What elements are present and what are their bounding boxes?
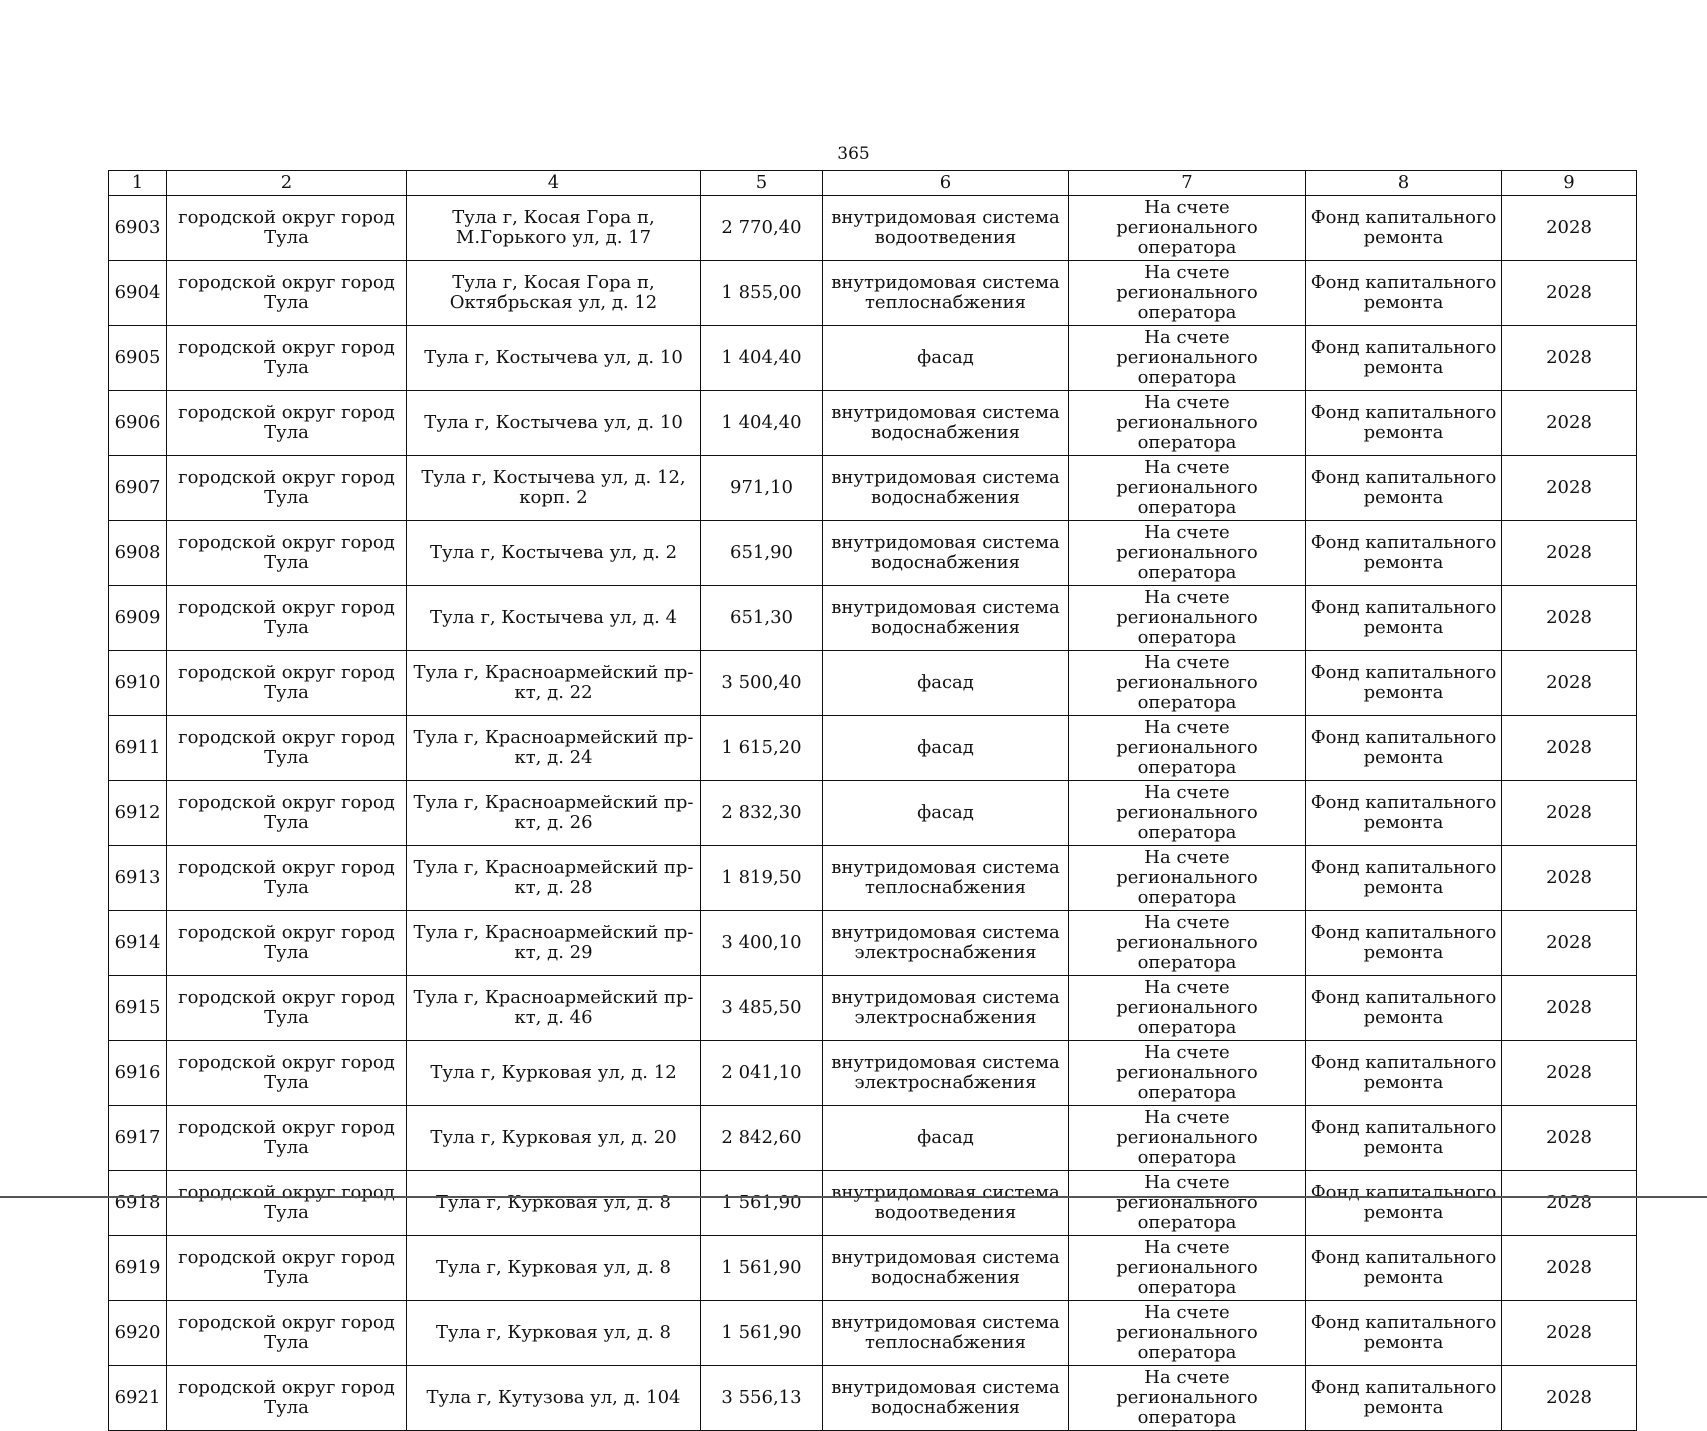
- row-number-cell: 6904: [109, 261, 167, 326]
- row-number-cell: 6917: [109, 1106, 167, 1171]
- account-cell: На счете регионального оператора: [1069, 911, 1306, 976]
- table-row: [109, 196, 1637, 261]
- cost-cell: 1 855,00: [701, 261, 823, 326]
- row-number-cell: 6905: [109, 326, 167, 391]
- year-cell: 2028: [1502, 391, 1637, 456]
- municipality-cell: городской округ город Тула: [167, 391, 407, 456]
- account-cell: На счете регионального оператора: [1069, 1041, 1306, 1106]
- fund-cell: Фонд капитального ремонта: [1306, 911, 1502, 976]
- cost-cell: 1 561,90: [701, 1236, 823, 1301]
- row-number-cell: 6909: [109, 586, 167, 651]
- work-type-cell: фасад: [823, 1106, 1069, 1171]
- municipality-cell: городской округ город Тула: [167, 521, 407, 586]
- table-row: [109, 261, 1637, 326]
- account-cell: На счете регионального оператора: [1069, 716, 1306, 781]
- year-cell: 2028: [1502, 781, 1637, 846]
- work-type-cell: внутридомовая система электроснабжения: [823, 911, 1069, 976]
- row-number-cell: 6912: [109, 781, 167, 846]
- column-header: 7: [1069, 171, 1306, 196]
- year-cell: 2028: [1502, 911, 1637, 976]
- fund-cell: Фонд капитального ремонта: [1306, 1171, 1502, 1236]
- table-row: [109, 521, 1637, 586]
- work-type-cell: внутридомовая система водоснабжения: [823, 521, 1069, 586]
- address-cell: Тула г, Красноармейский пр-кт, д. 46: [407, 976, 701, 1041]
- work-type-cell: фасад: [823, 716, 1069, 781]
- municipality-cell: городской округ город Тула: [167, 326, 407, 391]
- fund-cell: Фонд капитального ремонта: [1306, 1301, 1502, 1366]
- fund-cell: Фонд капитального ремонта: [1306, 1041, 1502, 1106]
- cost-cell: 1 404,40: [701, 326, 823, 391]
- row-number-cell: 6914: [109, 911, 167, 976]
- account-cell: На счете регионального оператора: [1069, 976, 1306, 1041]
- cost-cell: 2 041,10: [701, 1041, 823, 1106]
- fund-cell: Фонд капитального ремонта: [1306, 586, 1502, 651]
- table-row: [109, 911, 1637, 976]
- work-type-cell: внутридомовая система теплоснабжения: [823, 261, 1069, 326]
- work-type-cell: внутридомовая система водоснабжения: [823, 1366, 1069, 1431]
- row-number-cell: 6911: [109, 716, 167, 781]
- table-row: [109, 456, 1637, 521]
- row-number-cell: 6908: [109, 521, 167, 586]
- table-body: [109, 196, 1637, 1431]
- cost-cell: 3 556,13: [701, 1366, 823, 1431]
- fund-cell: Фонд капитального ремонта: [1306, 521, 1502, 586]
- municipality-cell: городской округ город Тула: [167, 651, 407, 716]
- address-cell: Тула г, Костычева ул, д. 2: [407, 521, 701, 586]
- cost-cell: 2 770,40: [701, 196, 823, 261]
- year-cell: 2028: [1502, 1236, 1637, 1301]
- row-number-cell: 6913: [109, 846, 167, 911]
- account-cell: На счете регионального оператора: [1069, 391, 1306, 456]
- account-cell: На счете регионального оператора: [1069, 1171, 1306, 1236]
- municipality-cell: городской округ город Тула: [167, 976, 407, 1041]
- table-row: [109, 391, 1637, 456]
- row-number-cell: 6918: [109, 1171, 167, 1236]
- municipality-cell: городской округ город Тула: [167, 261, 407, 326]
- account-cell: На счете регионального оператора: [1069, 456, 1306, 521]
- municipality-cell: городской округ город Тула: [167, 781, 407, 846]
- table-row: [109, 716, 1637, 781]
- account-cell: На счете регионального оператора: [1069, 261, 1306, 326]
- cost-cell: 1 561,90: [701, 1171, 823, 1236]
- cost-cell: 3 485,50: [701, 976, 823, 1041]
- account-cell: На счете регионального оператора: [1069, 1301, 1306, 1366]
- cost-cell: 2 842,60: [701, 1106, 823, 1171]
- year-cell: 2028: [1502, 1171, 1637, 1236]
- table-row: [109, 781, 1637, 846]
- year-cell: 2028: [1502, 1366, 1637, 1431]
- table-row: [109, 846, 1637, 911]
- fund-cell: Фонд капитального ремонта: [1306, 1106, 1502, 1171]
- table-row: [109, 976, 1637, 1041]
- column-header: 5: [701, 171, 823, 196]
- municipality-cell: городской округ город Тула: [167, 846, 407, 911]
- account-cell: На счете регионального оператора: [1069, 196, 1306, 261]
- municipality-cell: городской округ город Тула: [167, 1236, 407, 1301]
- address-cell: Тула г, Костычева ул, д. 10: [407, 326, 701, 391]
- work-type-cell: внутридомовая система электроснабжения: [823, 1041, 1069, 1106]
- row-number-cell: 6906: [109, 391, 167, 456]
- table-row: [109, 1106, 1637, 1171]
- row-number-cell: 6920: [109, 1301, 167, 1366]
- table-row: [109, 651, 1637, 716]
- municipality-cell: городской округ город Тула: [167, 1041, 407, 1106]
- fund-cell: Фонд капитального ремонта: [1306, 976, 1502, 1041]
- fund-cell: Фонд капитального ремонта: [1306, 716, 1502, 781]
- work-type-cell: внутридомовая система водоотведения: [823, 196, 1069, 261]
- column-header: 4: [407, 171, 701, 196]
- year-cell: 2028: [1502, 846, 1637, 911]
- column-header: 6: [823, 171, 1069, 196]
- cost-cell: 1 404,40: [701, 391, 823, 456]
- year-cell: 2028: [1502, 976, 1637, 1041]
- table-row: [109, 1366, 1637, 1431]
- account-cell: На счете регионального оператора: [1069, 1106, 1306, 1171]
- year-cell: 2028: [1502, 261, 1637, 326]
- fund-cell: Фонд капитального ремонта: [1306, 781, 1502, 846]
- address-cell: Тула г, Красноармейский пр-кт, д. 28: [407, 846, 701, 911]
- address-cell: Тула г, Кутузова ул, д. 104: [407, 1366, 701, 1431]
- work-type-cell: внутридомовая система водоснабжения: [823, 1236, 1069, 1301]
- address-cell: Тула г, Косая Гора п, М.Горького ул, д. 17: [407, 196, 701, 261]
- year-cell: 2028: [1502, 456, 1637, 521]
- address-cell: Тула г, Курковая ул, д. 8: [407, 1171, 701, 1236]
- row-number-cell: 6916: [109, 1041, 167, 1106]
- fund-cell: Фонд капитального ремонта: [1306, 651, 1502, 716]
- year-cell: 2028: [1502, 1106, 1637, 1171]
- fund-cell: Фонд капитального ремонта: [1306, 326, 1502, 391]
- work-type-cell: внутридомовая система водоотведения: [823, 1171, 1069, 1236]
- municipality-cell: городской округ город Тула: [167, 586, 407, 651]
- work-type-cell: внутридомовая система водоснабжения: [823, 456, 1069, 521]
- row-number-cell: 6921: [109, 1366, 167, 1431]
- page-number: 365: [837, 144, 870, 164]
- year-cell: 2028: [1502, 716, 1637, 781]
- table-row: [109, 1301, 1637, 1366]
- municipality-cell: городской округ город Тула: [167, 1301, 407, 1366]
- table-row: [109, 326, 1637, 391]
- fund-cell: Фонд капитального ремонта: [1306, 1236, 1502, 1301]
- municipality-cell: городской округ город Тула: [167, 1366, 407, 1431]
- work-type-cell: внутридомовая система водоснабжения: [823, 586, 1069, 651]
- table-row: [109, 586, 1637, 651]
- account-cell: На счете регионального оператора: [1069, 781, 1306, 846]
- fund-cell: Фонд капитального ремонта: [1306, 846, 1502, 911]
- year-cell: 2028: [1502, 326, 1637, 391]
- cost-cell: 971,10: [701, 456, 823, 521]
- account-cell: На счете регионального оператора: [1069, 1366, 1306, 1431]
- municipality-cell: городской округ город Тула: [167, 1106, 407, 1171]
- table-row: [109, 1236, 1637, 1301]
- work-type-cell: внутридомовая система водоснабжения: [823, 391, 1069, 456]
- address-cell: Тула г, Красноармейский пр-кт, д. 29: [407, 911, 701, 976]
- column-header: 9: [1502, 171, 1637, 196]
- cost-cell: 651,30: [701, 586, 823, 651]
- cost-cell: 2 832,30: [701, 781, 823, 846]
- municipality-cell: городской округ город Тула: [167, 716, 407, 781]
- row-number-cell: 6915: [109, 976, 167, 1041]
- cost-cell: 3 500,40: [701, 651, 823, 716]
- address-cell: Тула г, Костычева ул, д. 10: [407, 391, 701, 456]
- row-number-cell: 6903: [109, 196, 167, 261]
- year-cell: 2028: [1502, 196, 1637, 261]
- year-cell: 2028: [1502, 1301, 1637, 1366]
- work-type-cell: внутридомовая система теплоснабжения: [823, 1301, 1069, 1366]
- address-cell: Тула г, Красноармейский пр-кт, д. 22: [407, 651, 701, 716]
- table-header-row: [109, 171, 1637, 196]
- row-number-cell: 6910: [109, 651, 167, 716]
- fund-cell: Фонд капитального ремонта: [1306, 1366, 1502, 1431]
- municipality-cell: городской округ город Тула: [167, 456, 407, 521]
- column-header: 2: [167, 171, 407, 196]
- column-header: 8: [1306, 171, 1502, 196]
- capital-repair-table: [108, 170, 1637, 1431]
- address-cell: Тула г, Курковая ул, д. 20: [407, 1106, 701, 1171]
- table-row: [109, 1171, 1637, 1236]
- cost-cell: 1 615,20: [701, 716, 823, 781]
- account-cell: На счете регионального оператора: [1069, 521, 1306, 586]
- fund-cell: Фонд капитального ремонта: [1306, 261, 1502, 326]
- work-type-cell: фасад: [823, 651, 1069, 716]
- municipality-cell: городской округ город Тула: [167, 196, 407, 261]
- account-cell: На счете регионального оператора: [1069, 326, 1306, 391]
- account-cell: На счете регионального оператора: [1069, 651, 1306, 716]
- address-cell: Тула г, Курковая ул, д. 8: [407, 1301, 701, 1366]
- row-number-cell: 6907: [109, 456, 167, 521]
- cost-cell: 651,90: [701, 521, 823, 586]
- year-cell: 2028: [1502, 586, 1637, 651]
- municipality-cell: городской округ город Тула: [167, 911, 407, 976]
- fund-cell: Фонд капитального ремонта: [1306, 196, 1502, 261]
- column-header: 1: [109, 171, 167, 196]
- work-type-cell: внутридомовая система электроснабжения: [823, 976, 1069, 1041]
- work-type-cell: фасад: [823, 326, 1069, 391]
- address-cell: Тула г, Курковая ул, д. 8: [407, 1236, 701, 1301]
- fund-cell: Фонд капитального ремонта: [1306, 456, 1502, 521]
- table-row: [109, 1041, 1637, 1106]
- account-cell: На счете регионального оператора: [1069, 586, 1306, 651]
- address-cell: Тула г, Курковая ул, д. 12: [407, 1041, 701, 1106]
- address-cell: Тула г, Костычева ул, д. 12, корп. 2: [407, 456, 701, 521]
- work-type-cell: фасад: [823, 781, 1069, 846]
- work-type-cell: внутридомовая система теплоснабжения: [823, 846, 1069, 911]
- municipality-cell: городской округ город Тула: [167, 1171, 407, 1236]
- row-number-cell: 6919: [109, 1236, 167, 1301]
- cost-cell: 1 819,50: [701, 846, 823, 911]
- address-cell: Тула г, Косая Гора п, Октябрьская ул, д. 12: [407, 261, 701, 326]
- address-cell: Тула г, Красноармейский пр-кт, д. 26: [407, 781, 701, 846]
- fund-cell: Фонд капитального ремонта: [1306, 391, 1502, 456]
- account-cell: На счете регионального оператора: [1069, 1236, 1306, 1301]
- page-bottom-rule: [0, 1196, 1707, 1198]
- year-cell: 2028: [1502, 651, 1637, 716]
- account-cell: На счете регионального оператора: [1069, 846, 1306, 911]
- cost-cell: 1 561,90: [701, 1301, 823, 1366]
- address-cell: Тула г, Красноармейский пр-кт, д. 24: [407, 716, 701, 781]
- year-cell: 2028: [1502, 521, 1637, 586]
- address-cell: Тула г, Костычева ул, д. 4: [407, 586, 701, 651]
- year-cell: 2028: [1502, 1041, 1637, 1106]
- cost-cell: 3 400,10: [701, 911, 823, 976]
